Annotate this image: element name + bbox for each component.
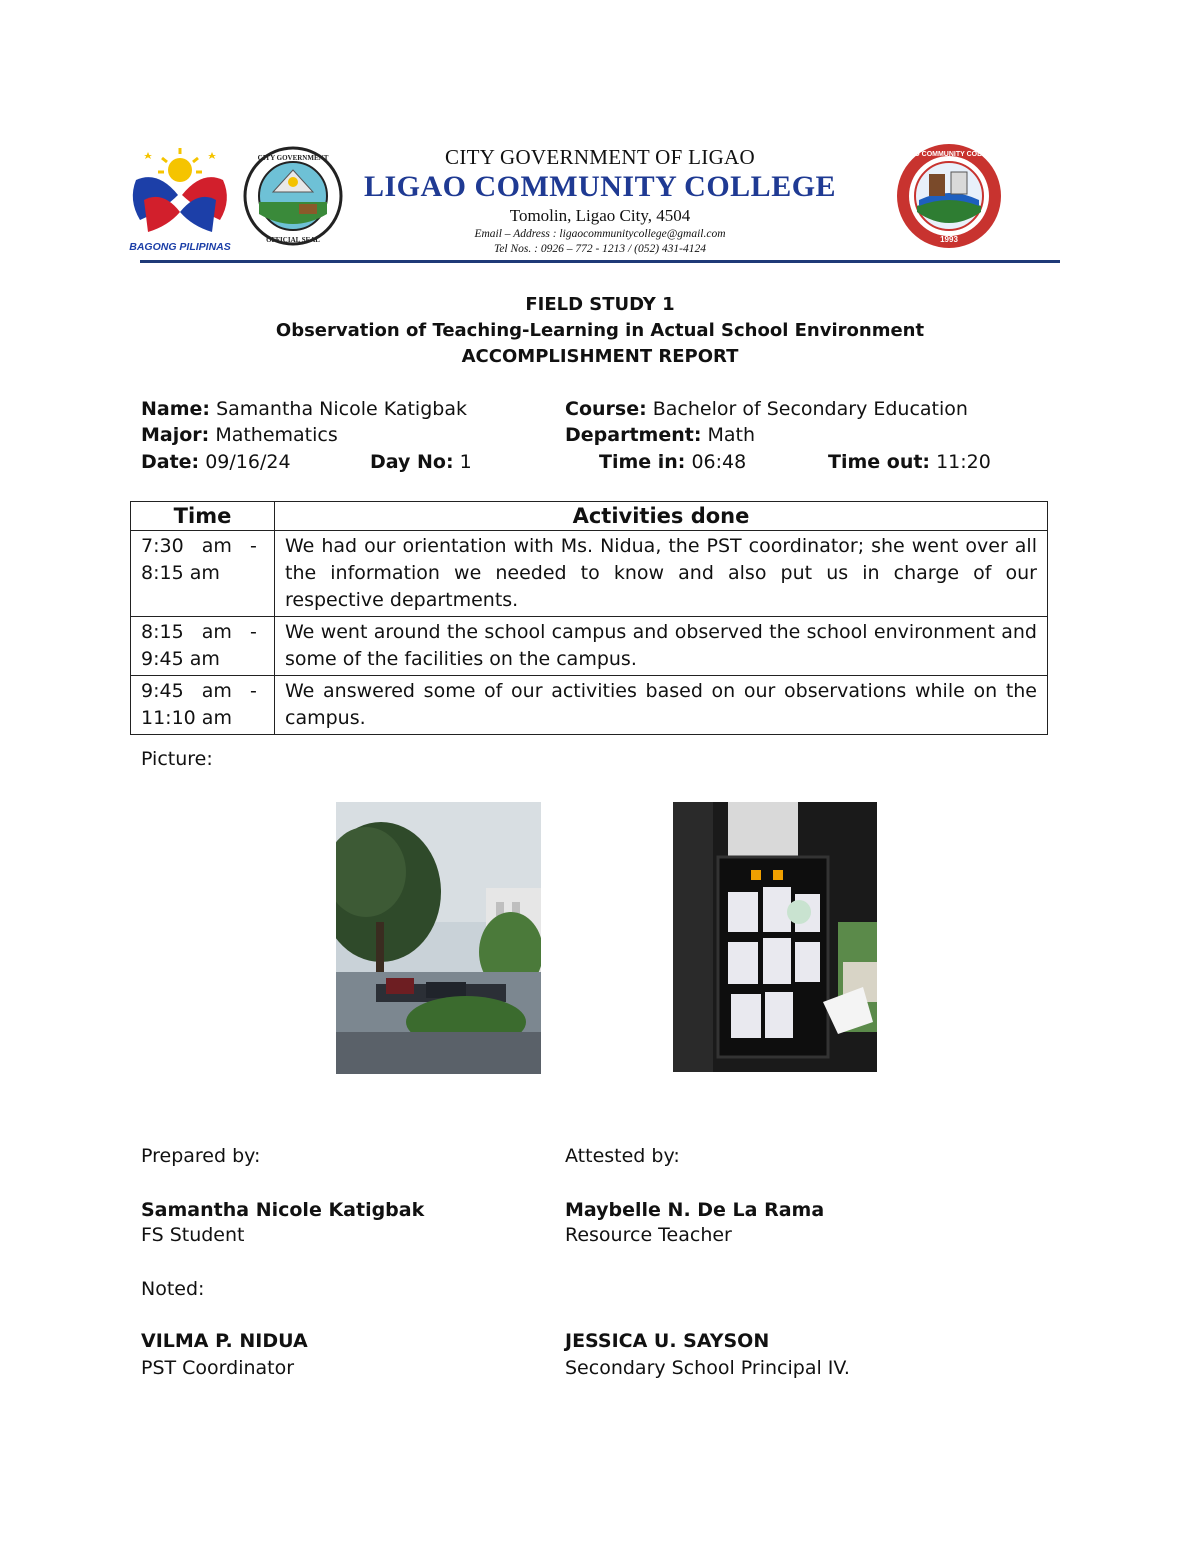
info-time-in: Time in: 06:48 — [599, 451, 747, 473]
bulletin-board-photo — [673, 802, 877, 1072]
svg-text:1993: 1993 — [940, 235, 958, 244]
info-date: Date: 09/16/24 — [141, 451, 291, 473]
header-college-name: LIGAO COMMUNITY COLLEGE — [363, 170, 837, 203]
prepared-by-name: Samantha Nicole Katigbak — [141, 1199, 425, 1221]
noted-role-2: Secondary School Principal IV. — [565, 1357, 850, 1379]
time-cell: 7:30 am - 8:15 am — [131, 531, 275, 617]
activities-table — [130, 501, 1048, 735]
info-course: Course: Bachelor of Secondary Education — [565, 398, 968, 420]
attested-by-name: Maybelle N. De La Rama — [565, 1199, 825, 1221]
table-row — [131, 531, 1048, 617]
info-time-out: Time out: 11:20 — [828, 451, 991, 473]
info-major: Major: Mathematics — [141, 424, 338, 446]
city-seal-logo — [243, 144, 343, 248]
svg-text:OFFICIAL SEAL: OFFICIAL SEAL — [266, 236, 320, 244]
prepared-by-label: Prepared by: — [141, 1145, 261, 1167]
header-government: CITY GOVERNMENT OF LIGAO — [445, 145, 755, 169]
bagong-pilipinas-logo — [118, 140, 243, 255]
svg-text:BAGONG PILIPINAS: BAGONG PILIPINAS — [129, 241, 231, 253]
activity-cell: We answered some of our activities based on our observations while on the campus. — [275, 676, 1048, 735]
picture-label: Picture: — [141, 748, 213, 770]
time-cell: 8:15 am - 9:45 am — [131, 617, 275, 676]
noted-name-2: JESSICA U. SAYSON — [565, 1330, 770, 1352]
campus-photo — [336, 802, 541, 1074]
header-divider — [140, 260, 1060, 263]
doc-title: FIELD STUDY 1 — [525, 294, 675, 315]
time-cell: 9:45 am - 11:10 am — [131, 676, 275, 735]
table-row — [131, 617, 1048, 676]
college-seal-logo — [895, 142, 1003, 250]
info-department: Department: Math — [565, 424, 756, 446]
svg-text:LIGAO COMMUNITY COLLEGE: LIGAO COMMUNITY COLLEGE — [897, 151, 1001, 158]
info-name: Name: Samantha Nicole Katigbak — [141, 398, 467, 420]
col-header-activities: Activities done — [275, 502, 1048, 531]
header-email: Email – Address : ligaocommunitycollege@gmail.com — [474, 228, 726, 240]
attested-by-role: Resource Teacher — [565, 1224, 732, 1246]
noted-role-1: PST Coordinator — [141, 1357, 295, 1379]
noted-label: Noted: — [141, 1278, 205, 1300]
table-row — [131, 676, 1048, 735]
attested-by-label: Attested by: — [565, 1145, 680, 1167]
col-header-time: Time — [131, 502, 275, 531]
activity-cell: We went around the school campus and observed the school environment and some of the facilities on the campus. — [275, 617, 1048, 676]
table-header-row — [131, 502, 1048, 531]
activity-cell: We had our orientation with Ms. Nidua, the PST coordinator; she went over all the information we needed to know and also put us in charge of our respective departments. — [275, 531, 1048, 617]
doc-subtitle: Observation of Teaching-Learning in Actual School Environment — [275, 320, 925, 341]
header-phone: Tel Nos. : 0926 – 772 - 1213 / (052) 431-4124 — [493, 243, 706, 255]
header-address: Tomolin, Ligao City, 4504 — [509, 206, 691, 225]
noted-name-1: VILMA P. NIDUA — [141, 1330, 308, 1352]
info-day-no: Day No: 1 — [370, 451, 472, 473]
prepared-by-role: FS Student — [141, 1224, 245, 1246]
svg-text:CITY GOVERNMENT: CITY GOVERNMENT — [257, 154, 329, 162]
doc-report-type: ACCOMPLISHMENT REPORT — [461, 346, 739, 367]
